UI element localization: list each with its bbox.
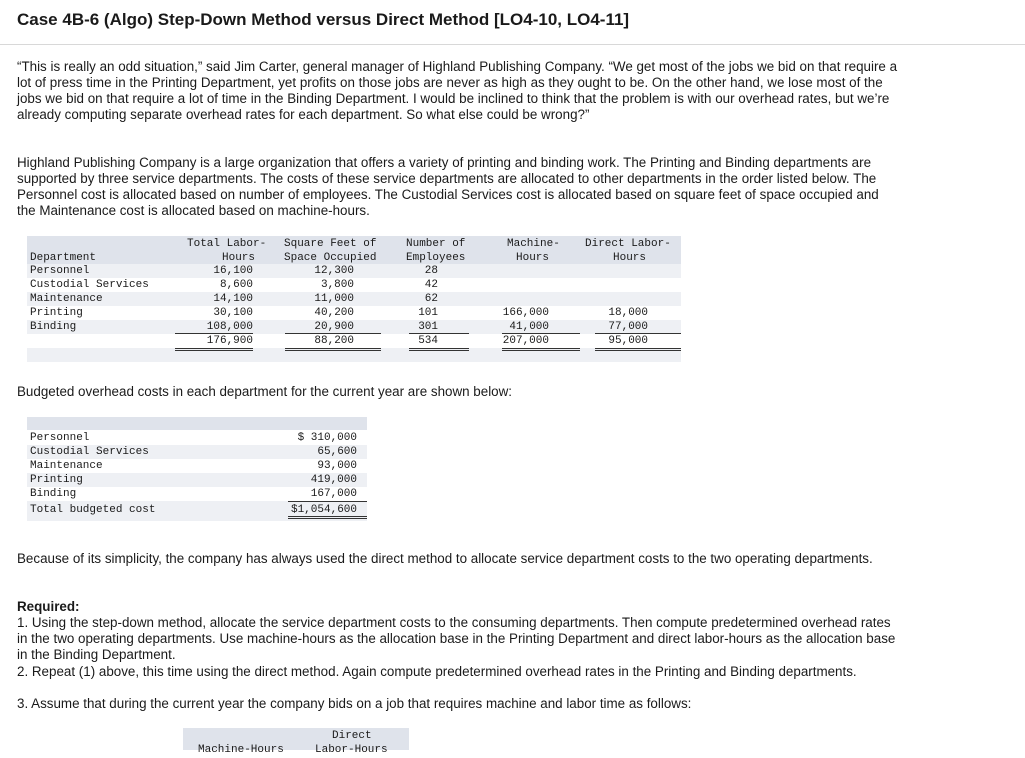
total-cell: 95,000 [608, 335, 648, 347]
budget-row-label: Binding [30, 488, 77, 500]
budget-row-label: Custodial Services [30, 446, 149, 458]
table-cell: 20,900 [314, 321, 354, 333]
table-cell: 301 [418, 321, 438, 333]
job-header-direct: Direct [332, 730, 372, 742]
intro-quote: “This is really an odd situation,” said Jim Carter, general manager of Highland Publishing Company. “We get most of the jobs we bid on that require a lot of press time in the Printing Department, yet profits on those jobs are never as high as they ought to be. On the other hand, we lose most of the jobs we bid on that require a lot of time in the Binding Department. I would be inclined to think that the problem is with our overhead rates, but we’re already computing separate overhead rates for each department. So what else could be wrong?” [17, 59, 898, 122]
header-machine-hours: Machine- [507, 238, 560, 250]
required-label: Required: [17, 599, 80, 614]
header-labor-hours: Total Labor- [187, 238, 267, 250]
title-divider [0, 44, 1025, 45]
budget-row-label: Printing [30, 474, 83, 486]
table-cell: 8,600 [219, 279, 253, 291]
table-cell: 28 [424, 265, 438, 277]
department-name: Printing [30, 307, 83, 319]
budget-row-label: Personnel [30, 432, 90, 444]
table-cell: 40,200 [314, 307, 354, 319]
department-name: Maintenance [30, 293, 103, 305]
total-cell: 176,900 [206, 335, 253, 347]
allocation-table: Department Total Labor- Hours Square Feet of Space Occupied Number of Employees Machine- Hours Direct Labor- Hours Personnel 16,100 12,300 28 Custodial Services 8,600 3,800 42 Maintenance 14,100 11,000 62 Printing 30,100 40,200 101 166,000 18,000 Binding 108,000 20,900 301 41,000 77,000 176,900 88,200 534 207,000 95,000 [27, 236, 681, 362]
job-header-machine-hours: Machine-Hours [198, 744, 284, 756]
header-direct-labor-hours: Direct Labor- [585, 238, 671, 250]
table-cell: 3,800 [320, 279, 354, 291]
requirement-3: 3. Assume that during the current year the company bids on a job that requires machine and labor time as follows: [17, 696, 692, 711]
table-cell: 166,000 [502, 307, 549, 319]
table-cell: 12,300 [314, 265, 354, 277]
requirement-2: 2. Repeat (1) above, this time using the direct method. Again compute predetermined overhead rates in the Printing and Binding departments. [17, 664, 857, 679]
budget-row-amount: 65,600 [317, 446, 357, 458]
budget-intro: Budgeted overhead costs in each department for the current year are shown below: [17, 384, 513, 399]
header-department: Department [30, 252, 97, 264]
budget-total-label: Total budgeted cost [30, 504, 156, 516]
budget-row-label: Maintenance [30, 460, 103, 472]
simplicity-paragraph: Because of its simplicity, the company has always used the direct method to allocate service department costs to the two operating departments. [17, 551, 873, 566]
budget-row-amount: 93,000 [317, 460, 357, 472]
table-cell: 18,000 [608, 307, 648, 319]
intro-description: Highland Publishing Company is a large organization that offers a variety of printing and binding work. The Printing and Binding departments are supported by three service departments. The costs of these service departments are allocated to other departments in the order listed below. The Personnel cost is allocated based on number of employees. The Custodial Services cost is allocated based on square feet of space occupied and the Maintenance cost is allocated based on machine-hours. [17, 155, 879, 218]
job-header-labor-hours: Labor-Hours [315, 744, 388, 756]
table-cell: 14,100 [213, 293, 253, 305]
table-cell: 62 [424, 293, 438, 305]
department-name: Personnel [30, 265, 90, 277]
total-cell: 534 [418, 335, 438, 347]
total-cell: 88,200 [314, 335, 354, 347]
page-title: Case 4B-6 (Algo) Step-Down Method versus Direct Method [LO4-10, LO4-11] [17, 10, 630, 29]
job-table [183, 728, 409, 756]
budget-table [27, 417, 367, 522]
department-name: Binding [30, 321, 77, 333]
table-cell: 16,100 [213, 265, 253, 277]
budget-total-amount: $1,054,600 [290, 504, 357, 516]
header-square-feet: Square Feet of [284, 238, 377, 250]
table-cell: 101 [418, 307, 438, 319]
table-cell: 11,000 [314, 293, 354, 305]
table-cell: 42 [424, 279, 438, 291]
department-name: Custodial Services [30, 279, 149, 291]
table-cell: 108,000 [206, 321, 253, 333]
table-cell: 30,100 [213, 307, 253, 319]
header-employees: Number of [406, 238, 466, 250]
total-cell: 207,000 [502, 335, 549, 347]
budget-row-amount: $ 310,000 [297, 432, 357, 444]
budget-row-amount: 167,000 [310, 488, 357, 500]
table-cell: 77,000 [608, 321, 648, 333]
budget-row-amount: 419,000 [310, 474, 357, 486]
requirement-1: 1. Using the step-down method, allocate the service department costs to the consuming departments. Then compute predetermined overhead rates in the two operating departments. Use machine-hours as the allocation base in the Printing Department and direct labor-hours as the allocation base in the Binding Department. [17, 615, 896, 662]
table-cell: 41,000 [509, 321, 549, 333]
